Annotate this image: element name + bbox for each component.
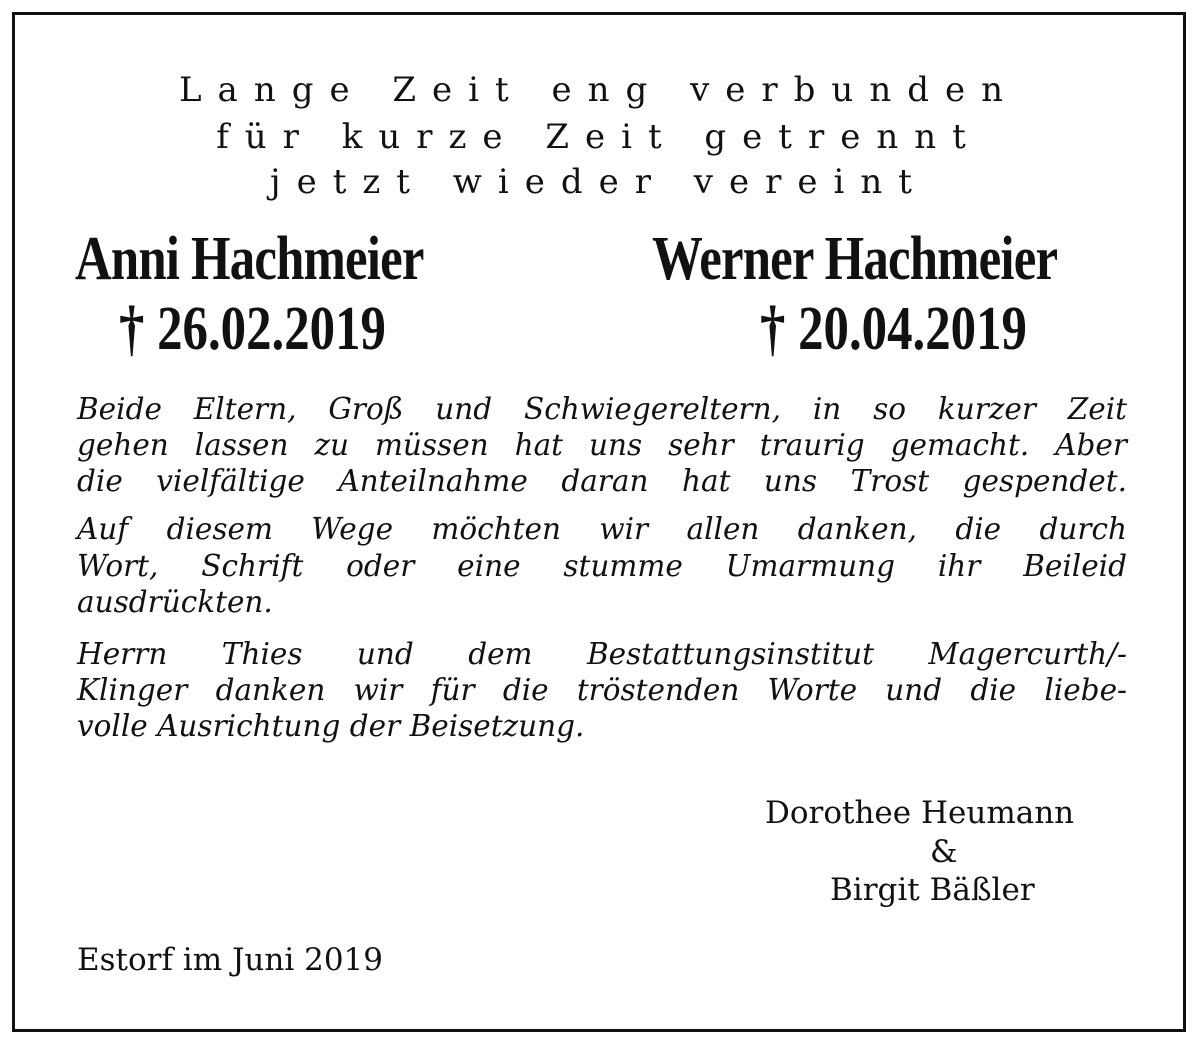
message-line: Herrn Thies und dem Bestattungsinstitut Magercurth/- <box>77 637 1127 671</box>
deceased-name-werner: Werner Hachmeier <box>652 225 1058 293</box>
motto-line-2: für kurze Zeit getrennt <box>216 117 982 157</box>
message-line: Klinger danken wir für die tröstenden Worte und die liebe- <box>77 673 1127 707</box>
signatory-birgit: Birgit Bäßler <box>830 872 1035 908</box>
message-line: die vielfältige Anteilnahme daran hat uns Trost gespendet. <box>77 464 1127 498</box>
message-line: ausdrückten. <box>77 585 273 619</box>
message-line: Wort, Schrift oder eine stumme Umarmung ihr Beileid <box>77 549 1127 583</box>
signatory-dorothee: Dorothee Heumann <box>765 795 1075 831</box>
place-date: Estorf im Juni 2019 <box>77 942 383 978</box>
deceased-name-anni: Anni Hachmeier <box>75 225 424 293</box>
message-line: gehen lassen zu müssen hat uns sehr traurig gemacht. Aber <box>77 428 1127 462</box>
message-line: Auf diesem Wege möchten wir allen danken, die durch <box>77 512 1127 546</box>
motto-line-1: Lange Zeit eng verbunden <box>178 70 1020 110</box>
message-line: volle Ausrichtung der Beisetzung. <box>77 709 585 743</box>
signatory-ampersand: & <box>930 834 958 870</box>
motto-line-3: jetzt wieder vereint <box>270 162 928 202</box>
death-date-anni: † 26.02.2019 <box>119 295 386 363</box>
obituary-notice <box>12 12 1186 1032</box>
message-line: Beide Eltern, Groß und Schwiegereltern, in so kurzer Zeit <box>77 392 1127 426</box>
death-date-werner: † 20.04.2019 <box>760 295 1027 363</box>
